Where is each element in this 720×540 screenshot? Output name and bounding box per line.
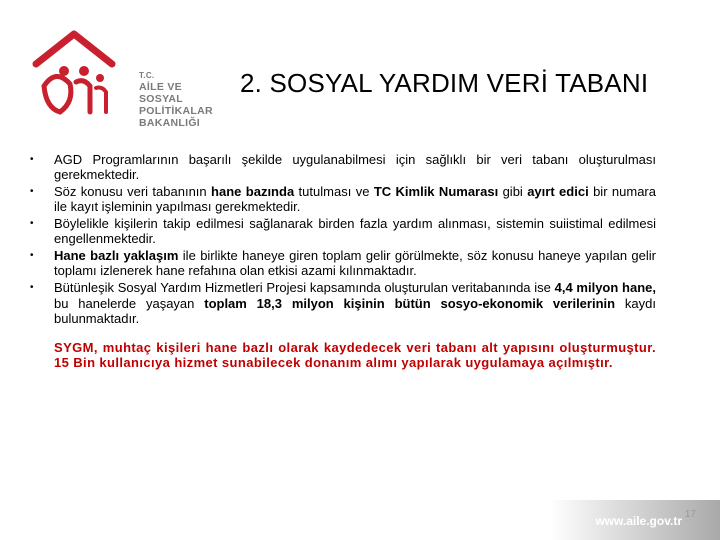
bullet-bold-text: toplam 18,3 milyon kişinin bütün sosyo-ekonomik verilerinin (204, 295, 616, 311)
footer-url: www.aile.gov.tr (595, 514, 682, 528)
bullet-text: bu hanelerde yaşayan (54, 295, 205, 311)
bullet-item (30, 280, 656, 326)
bullet-bold-text: ayırt edici (527, 184, 589, 200)
bullet-list (30, 152, 656, 326)
bullet-bold-text: Hane bazlı yaklaşım (54, 248, 179, 264)
bullet-text: Söz konusu veri tabanının (54, 184, 212, 200)
bullet-text: Böylelikle kişilerin takip edilmesi sağlanarak birden fazla yardım alınması, sistemin suiistimal edilmesi engellenmektedir. (54, 216, 656, 247)
summary-text: SYGM, muhtaç kişileri hane bazlı olarak kaydedecek veri tabanı alt yapısını oluşturmuştur. 15 Bin kullanıcıya hizmet sunabilecek donanım alımı yapılarak uygulamaya açılmıştır. (54, 339, 656, 371)
bullet-text: kaydı bulunmaktadır. (54, 295, 656, 326)
logo-line-sosyal: SOSYAL POLİTİKALAR (139, 93, 213, 117)
bullet-item (30, 184, 656, 214)
logo-line-bakanlik: BAKANLIĞI (139, 117, 201, 129)
bullet-item (30, 248, 656, 278)
bullet-dot-icon: • (30, 250, 34, 262)
bullet-text: Bütünleşik Sosyal Yardım Hizmetleri Projesi kapsamında oluşturulan veritabanında ise (54, 280, 555, 296)
slide-title: 2. SOSYAL YARDIM VERİ TABANI (240, 68, 649, 98)
bullet-dot-icon: • (30, 282, 34, 294)
bullet-text: AGD Programlarının başarılı şekilde uygulanabilmesi için sağlıklı bir veri tabanı oluşturulması gerekmektedir. (54, 152, 656, 183)
footer-band (550, 500, 720, 540)
logo-wordmark (139, 71, 230, 129)
slide-content (30, 152, 656, 370)
slide-number: 17 (684, 509, 696, 520)
bullet-item (30, 216, 656, 246)
bullet-text: bir numara ile kayıt işleminin yapılması gerekmektedir. (54, 184, 656, 215)
logo-line-tc: T.C. (139, 71, 155, 80)
bullet-bold-text: TC Kimlik Numarası (373, 184, 499, 200)
bullet-dot-icon: • (30, 186, 34, 198)
bullet-dot-icon: • (30, 154, 34, 165)
bullet-text: gibi (498, 184, 528, 200)
bullet-dot-icon: • (30, 218, 34, 230)
bullet-text: ile birlikte haneye giren toplam gelir görülmekte, söz konusu haneye yapılan gelir toplamı izlenerek hane refahına olan etkisi azami kılınmaktadır. (54, 248, 657, 279)
bullet-item (30, 152, 656, 182)
logo-line-aile: AİLE VE (139, 81, 182, 93)
ministry-logo (30, 28, 230, 129)
bullet-text: tutulması ve (294, 184, 374, 200)
bullet-bold-text: 4,4 milyon hane, (554, 280, 656, 296)
bullet-bold-text: hane bazında (211, 184, 295, 200)
